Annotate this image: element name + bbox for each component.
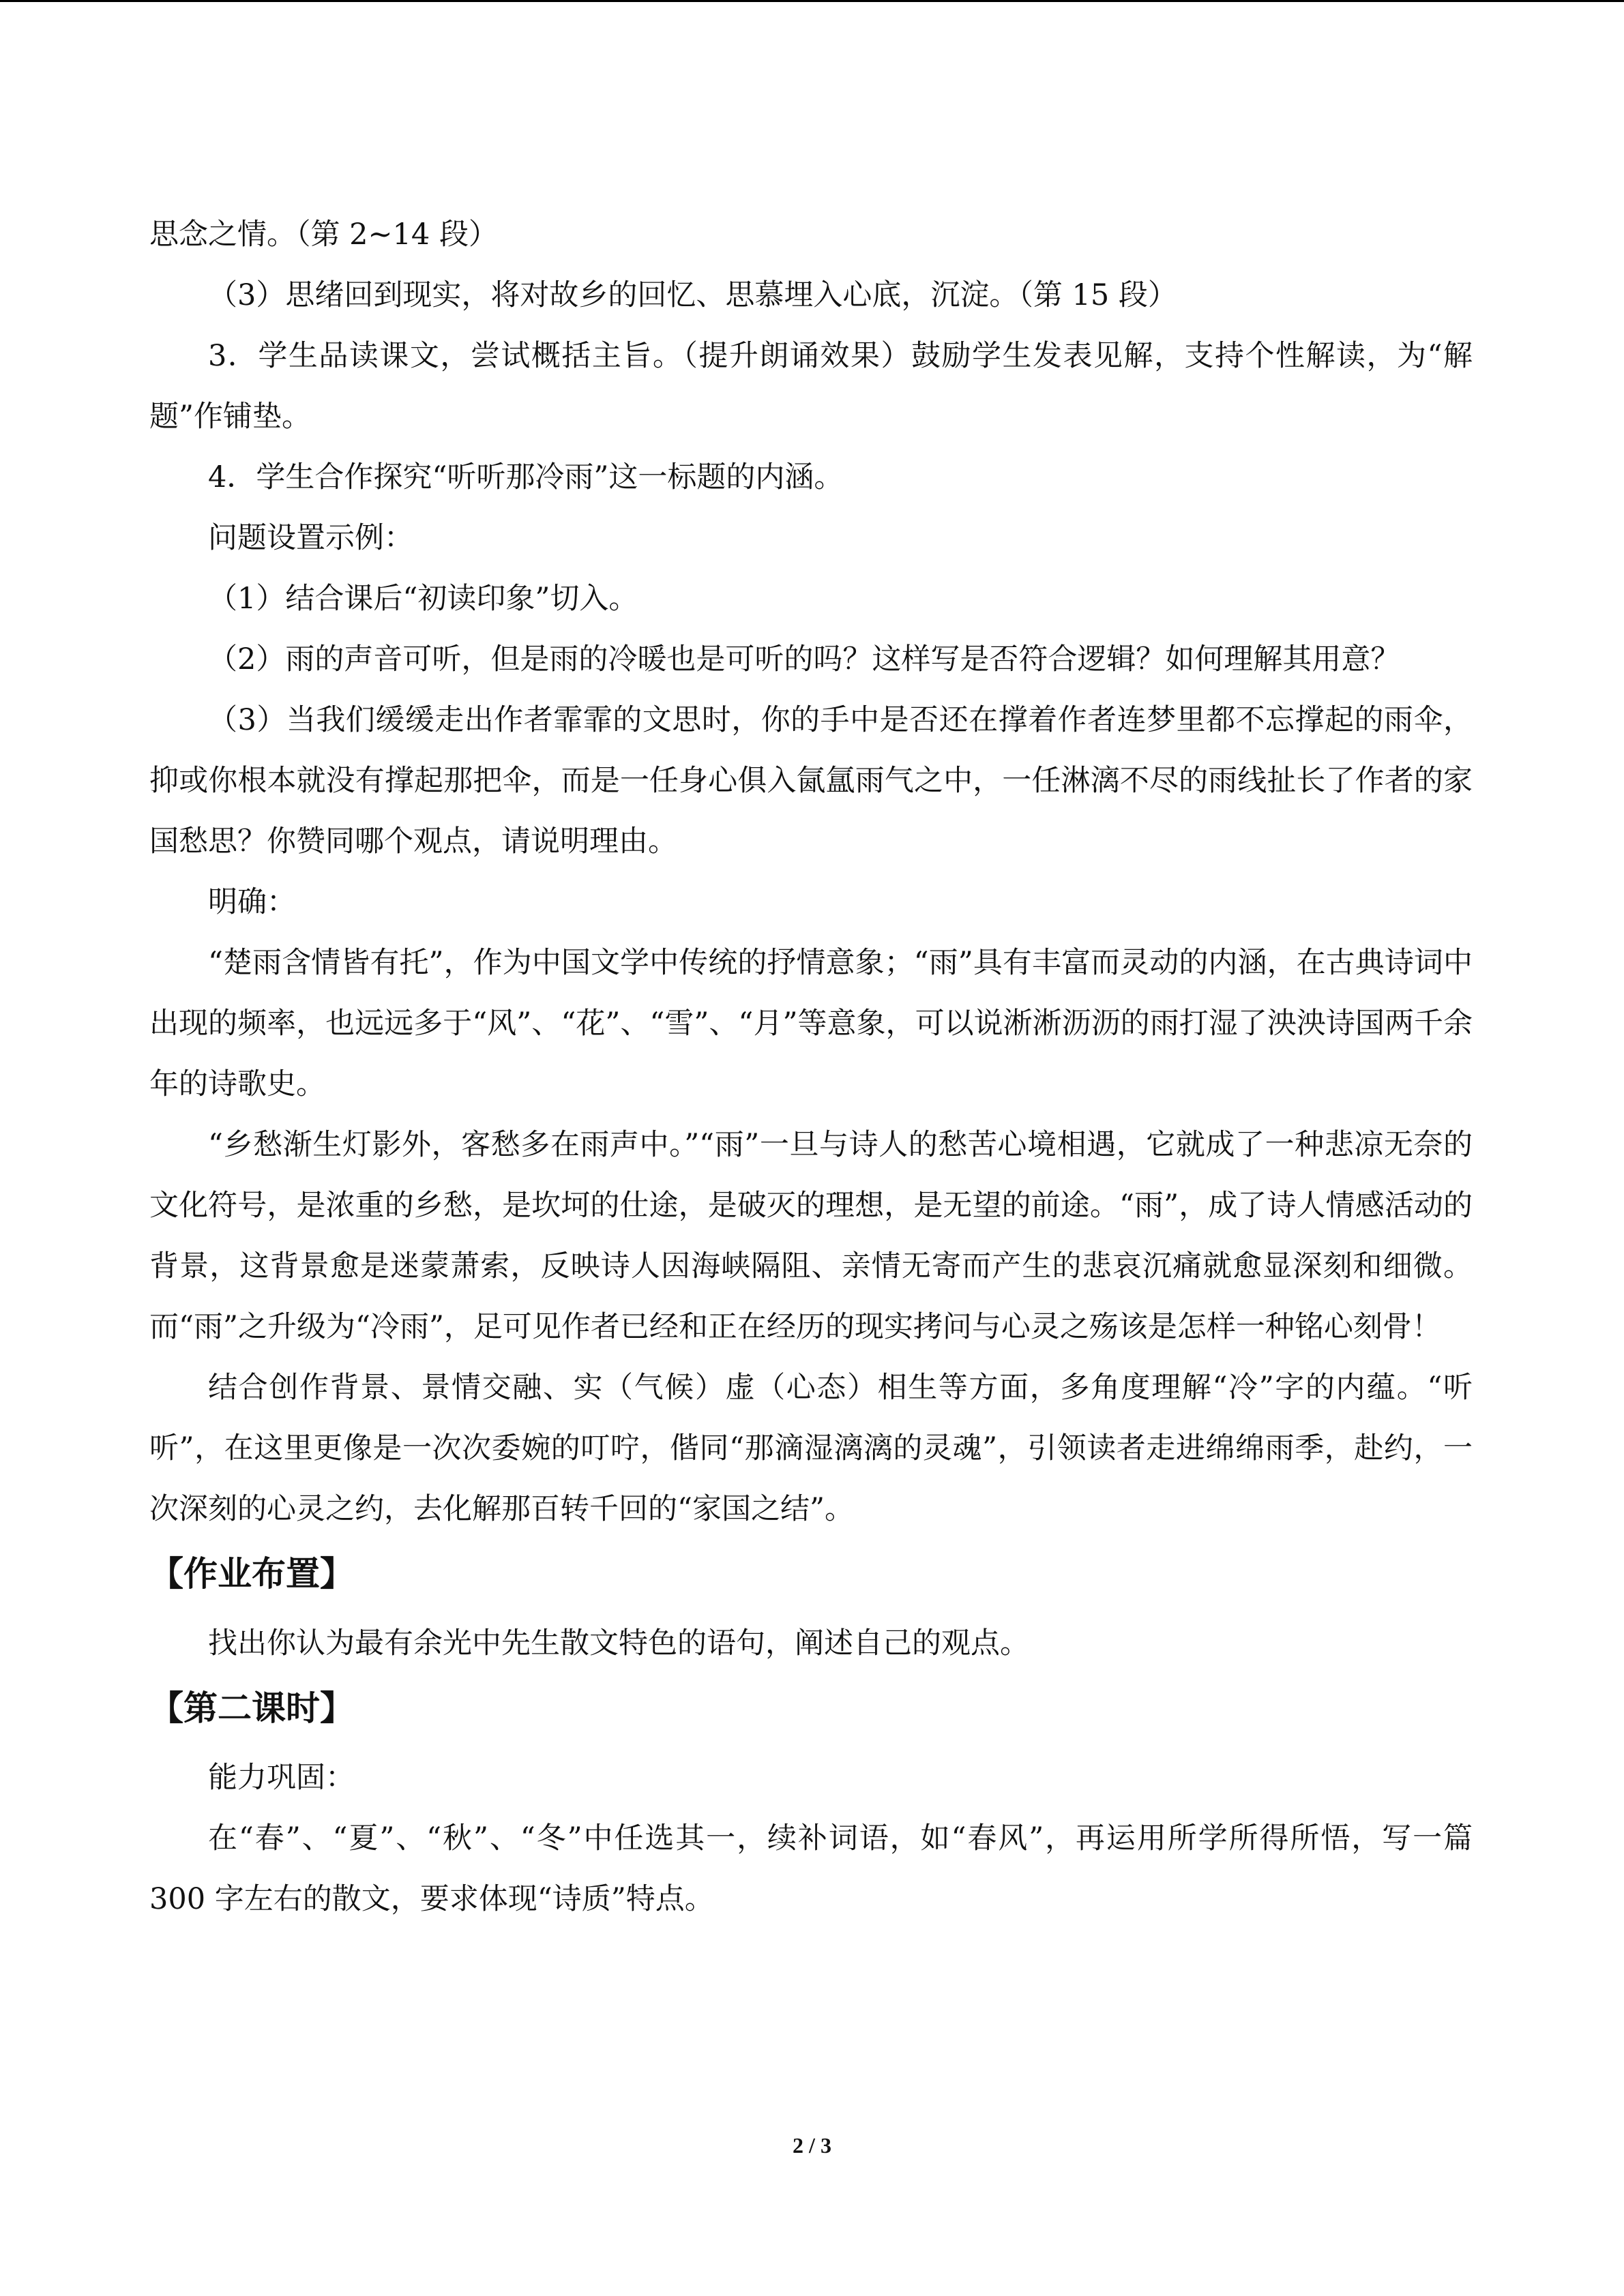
homework-paragraph: 找出你认为最有余光中先生散文特色的语句，阐述自己的观点。 <box>208 1626 1029 1660</box>
paragraph: 思念之情。（第 2~14 段） <box>149 218 498 252</box>
paragraph: （2）雨的声音可听，但是雨的冷暖也是可听的吗？这样写是否符合逻辑？如何理解其用意？ <box>208 642 1400 676</box>
paragraph: （1）结合课后“初读印象”切入。 <box>208 582 638 616</box>
top-border-line <box>0 0 1624 2</box>
section-heading-second-lesson: 【第二课时】 <box>149 1688 354 1728</box>
paragraph: 结合创作背景、景情交融、实（气候）虚（心态）相生等方面，多角度理解“冷”字的内蕴。“听听”，在这里更像是一次次委婉的叮咛，偕同“那滴湿漓漓的灵魂”，引领读者走进绵绵雨季，赴约，一次深刻的心灵之约，去化解那百转千回的“家国之结”。 <box>149 1371 1473 1526</box>
paragraph: 能力巩固： <box>208 1761 355 1795</box>
paragraph: （3）思绪回到现实，将对故乡的回忆、思慕埋入心底，沉淀。（第 15 段） <box>208 278 1177 312</box>
paragraph: 问题设置示例： <box>208 521 413 555</box>
paragraph: 在“春”、“夏”、“秋”、“冬”中任选其一，续补词语，如“春风”，再运用所学所得所悟，写一篇 300 字左右的散文，要求体现“诗质”特点。 <box>149 1821 1473 1916</box>
paragraph: “楚雨含情皆有托”，作为中国文学中传统的抒情意象；“雨”具有丰富而灵动的内涵，在古典诗词中出现的频率，也远远多于“风”、“花”、“雪”、“月”等意象，可以说淅淅沥沥的雨打湿了泱泱诗国两千余年的诗歌史。 <box>149 946 1473 1101</box>
paragraph-group-1 <box>149 205 1473 1540</box>
paragraph-group-2 <box>149 1748 1473 1930</box>
paragraph: 明确： <box>208 885 296 919</box>
paragraph: 3．学生品读课文，尝试概括主旨。（提升朗诵效果）鼓励学生发表见解，支持个性解读，为“解题”作铺垫。 <box>149 339 1473 434</box>
section-heading-homework: 【作业布置】 <box>149 1554 354 1594</box>
paragraph: 4．学生合作探究“听听那冷雨”这一标题的内涵。 <box>208 460 844 494</box>
document-page <box>149 205 1473 1930</box>
paragraph: （3）当我们缓缓走出作者霏霏的文思时，你的手中是否还在撑着作者连梦里都不忘撑起的雨伞，抑或你根本就没有撑起那把伞，而是一任身心俱入氤氲雨气之中，一任淋漓不尽的雨线扯长了作者的家国愁思？你赞同哪个观点，请说明理由。 <box>149 703 1473 859</box>
paragraph: “乡愁渐生灯影外，客愁多在雨声中。”“雨”一旦与诗人的愁苦心境相遇，它就成了一种悲凉无奈的文化符号，是浓重的乡愁，是坎坷的仕途，是破灭的理想，是无望的前途。“雨”，成了诗人情感活动的背景，这背景愈是迷蒙萧索，反映诗人因海峡隔阻、亲情无寄而产生的悲哀沉痛就愈显深刻和细微。而“雨”之升级为“冷雨”，足可见作者已经和正在经历的现实拷问与心灵之殇该是怎样一种铭心刻骨！ <box>149 1128 1473 1344</box>
page-number: 2 / 3 <box>793 2133 831 2158</box>
